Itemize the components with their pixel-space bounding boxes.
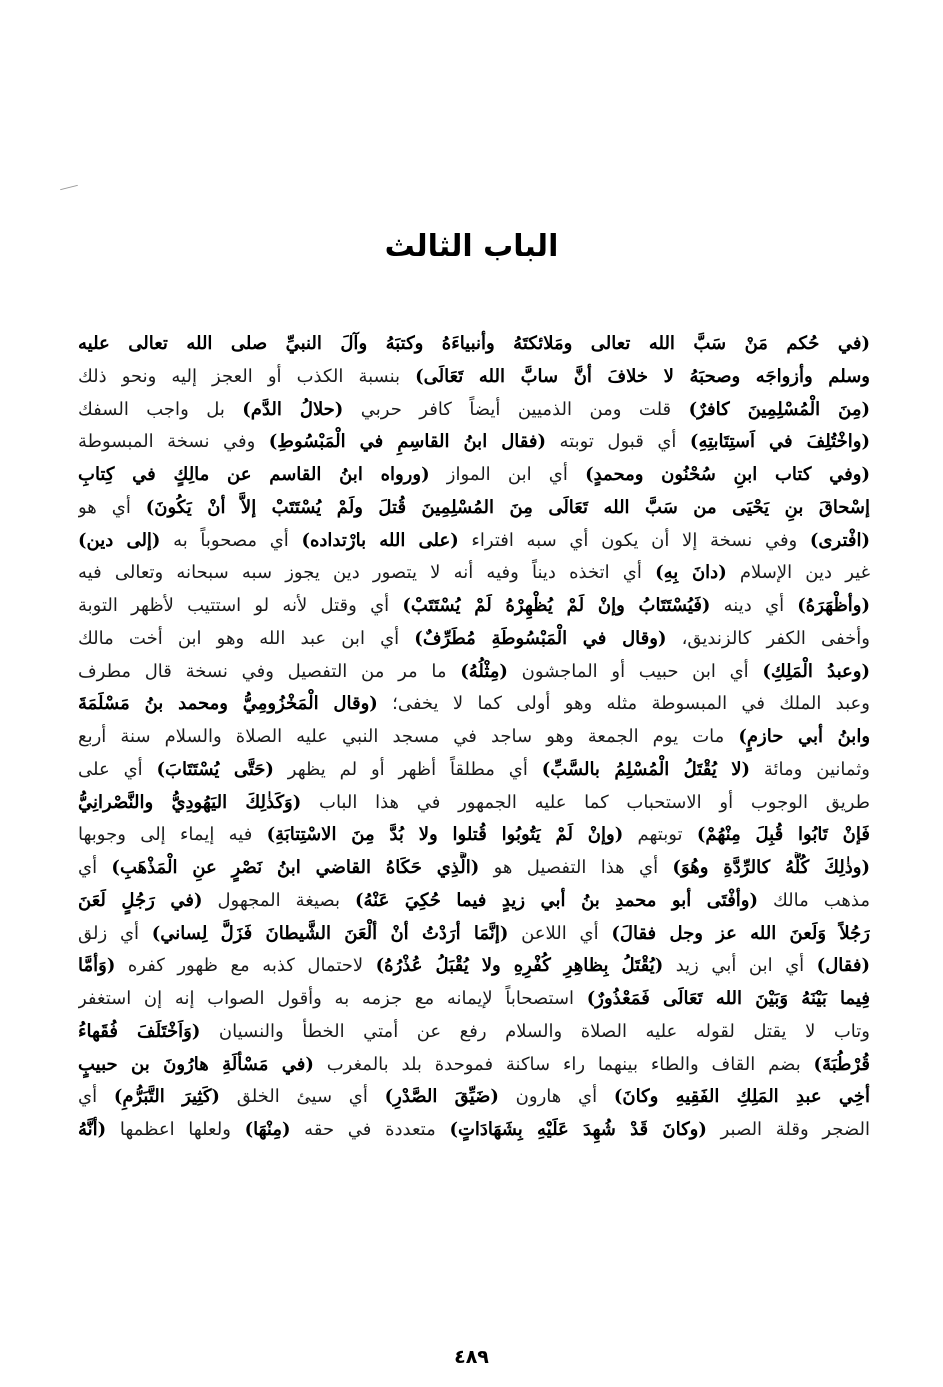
matn-text: رَجُلاً وَلَعنَ الله عز وجل فقالَ) — [611, 922, 870, 944]
commentary-text: مات يوم الجمعة وهو ساجد في مسجد النبي عليه الصلاة والسلام سنة أربع — [78, 726, 739, 747]
text-line — [78, 885, 870, 918]
text-line — [78, 1081, 870, 1114]
commentary-text: وفي نسخة المبسوطة — [78, 431, 269, 453]
matn-text: إسْحاقَ بنِ يَحْيَى من سَبَّ الله تَعَالَى مِنَ المُسْلِمِينَ قُتلَ ولَمْ يُسْتَتَبْ إلاَّ أنْ يَكُونَ) — [145, 496, 870, 518]
text-line — [78, 1016, 870, 1049]
commentary-text: أي ابن عبد الله وهو ابن أخت مالك — [78, 627, 415, 649]
matn-text: (مِنَ الْمُسْلِمِينَ كافرٌ) — [688, 398, 870, 420]
text-line — [78, 557, 870, 590]
text-line — [78, 459, 870, 492]
matn-text: (مِنْهَا) — [244, 1119, 291, 1140]
matn-text: (إلى دين) — [78, 529, 161, 551]
matn-text: فِيما بَيْنَهُ وَبَيْنَ الله تَعَالَى فَمَعْذُورٌ) — [586, 988, 870, 1009]
text-line — [78, 426, 870, 459]
matn-text: (وعبدُ الْمَلِكِ) — [762, 660, 870, 682]
commentary-text: وفي نسخة إلا أن يكون أي سبه افتراء — [458, 529, 810, 551]
text-line — [78, 852, 870, 885]
commentary-text: أي هارون — [498, 1086, 614, 1108]
commentary-text: وعبد الملك في المبسوطة مثله وهو أولى كما لا يخفى؛ — [377, 693, 870, 715]
text-line — [78, 1049, 870, 1082]
matn-text: (في حُكم مَنْ سَبَّ الله تعالى ومَلائكتَهُ وأنبياءَهُ وكتبَهُ وآلَ النبيِّ صلى الله تعالى عليه — [78, 333, 870, 354]
matn-text: (وَكَذٰلِكَ اليَهُودِيُّ والنَّصْرانِيُّ — [78, 791, 302, 813]
matn-text: (واخْتُلِفَ في اَستِتَابتِهِ) — [689, 431, 870, 453]
commentary-text: أي دينه — [710, 595, 798, 616]
page-number: ٤٨٩ — [454, 1346, 489, 1368]
body-text — [78, 328, 870, 1147]
commentary-text: استصحاباً لإيمانه مع جزمه به وأقول الصواب إنه إن استغفر — [78, 988, 587, 1009]
text-line — [78, 623, 870, 656]
matn-text: (فقال) — [816, 955, 870, 977]
commentary-text: أي ابن المواز — [429, 464, 586, 485]
text-line — [78, 361, 870, 394]
commentary-text: أي هو — [78, 496, 146, 518]
matn-text: (وإنْ لَمْ يَتُوبُوا قُتلوا ولا بُدَّ مِنَ الاسْتِتابَةِ) — [266, 824, 624, 846]
commentary-text: وأخفى الكفر كالزنديق، — [666, 627, 870, 649]
matn-text: (على الله بارْتداده) — [301, 529, 459, 551]
commentary-text: أي مطلقاً أظهر أو لم يظهر — [273, 758, 542, 780]
commentary-text: بضم القاف والطاء بينهما راء ساكنة فموحدة بلد بالمغرب — [313, 1053, 814, 1075]
text-line — [78, 688, 870, 721]
commentary-text: أي سيئ الخلق — [219, 1086, 385, 1108]
commentary-text: بنسبة الكذب أو العجز إليه ونحو ذلك — [78, 365, 416, 387]
scan-artifact — [60, 185, 78, 190]
commentary-text: أي مصحوباً به — [160, 529, 302, 551]
matn-text: (وَأمَّا — [78, 955, 116, 977]
text-line — [78, 787, 870, 820]
commentary-text: ولعلها اعظمها — [106, 1119, 245, 1140]
commentary-text: أي زلق — [78, 922, 152, 944]
matn-text: (وَاَخْتَلَفَ فُقَهاءُ — [78, 1020, 201, 1042]
text-line — [78, 819, 870, 852]
matn-text: (وكانَ قَدْ شُهِدَ عَلَيْهِ بِشَهَادَاتٍ) — [449, 1119, 707, 1140]
matn-text: (في رَجُلٍ لَعَنَ — [78, 889, 203, 911]
text-line — [78, 1114, 870, 1147]
commentary-text: توبتهم — [623, 824, 697, 846]
commentary-text: غير دين الإسلام — [726, 562, 870, 584]
matn-text: (في مَسْألَةِ هارُونَ بن حبيبٍ — [78, 1053, 314, 1075]
commentary-text: الضجر وقلة الصبر — [706, 1119, 870, 1140]
matn-text: (فَيُسْتَتَابُ وإنْ لَمْ يُظْهِرْهُ لَمْ يُسْتَتَبْ) — [402, 595, 711, 616]
matn-text: أخِي عبدِ المَلِكِ الفَقِيهِ وكانَ) — [613, 1086, 870, 1108]
matn-text: (افْترى) — [809, 529, 870, 551]
text-line — [78, 328, 870, 361]
matn-text: (وقال الْمَخْزُومِيُّ ومحمد بنُ مَسْلَمَةَ — [78, 693, 378, 715]
text-line — [78, 590, 870, 623]
commentary-text: قلت ومن الذميين أيضاً كافر حربي — [343, 398, 689, 420]
matn-text: (دانَ بِهِ) — [655, 562, 727, 584]
matn-text: (إنَّمَا أرَدْتُ أنْ ألْعَنَ الشَّيطانَ فَزَلَّ لِساني) — [151, 922, 509, 944]
commentary-text: مذهب مالك — [758, 889, 870, 911]
commentary-text: أي قبول توبته — [546, 431, 690, 453]
commentary-text: بل واجب السفك — [78, 398, 243, 420]
matn-text: (ورواه ابنُ القاسم عن مالِكٍ في كِتابِ — [78, 464, 430, 485]
commentary-text: وتاب لا يقتل لقوله عليه الصلاة والسلام رفع عن أمتي الخطأ والنسيان — [200, 1020, 870, 1042]
commentary-text: بصيغة المجهول — [202, 889, 355, 911]
matn-text: (وأفْتَى أبو محمدِ بنُ أبي زيدٍ فيما حُكِيَ عَنْهُ) — [354, 889, 759, 911]
commentary-text: لاحتمال كذبه مع ظهور كفره — [115, 955, 376, 977]
matn-text: (حلالُ الدَّم) — [242, 398, 344, 420]
matn-text: (ضَيِّقَ الصَّدْرِ) — [384, 1086, 499, 1108]
commentary-text: وثمانين ومائة — [750, 758, 870, 780]
text-line — [78, 950, 870, 983]
matn-text: (حَتَّى يُسْتَتَابَ) — [156, 758, 274, 780]
matn-text: (وفي كتاب ابنِ سُحْنُون ومحمدٍ) — [585, 464, 870, 485]
text-line — [78, 525, 870, 558]
matn-text: (مِثْلُهُ) — [460, 660, 508, 682]
matn-text: فَإنْ تَابُوا قُبِلَ مِنْهُمْ) — [696, 824, 870, 846]
matn-text: وابنُ أبي حازمٍ) — [738, 726, 870, 747]
commentary-text: أي ابن أبي زيد — [663, 955, 817, 977]
commentary-text: أي اللاعن — [508, 922, 612, 944]
commentary-text: أي ابن حبيب أو الماجشون — [507, 660, 763, 682]
commentary-text: طريق الوجوب أو الاستحباب كما عليه الجمهور في هذا الباب — [301, 791, 870, 813]
text-line — [78, 656, 870, 689]
text-line — [78, 983, 870, 1016]
matn-text: (كَثِيرَ التَّبَرُّمِ) — [113, 1086, 220, 1108]
commentary-text: أي هذا التفصيل هو — [479, 857, 673, 878]
matn-text: (يُقْتَلُ بِظاهِرِ كُفْرِهِ ولا يُقْبَلُ عُذْرُهُ) — [375, 955, 664, 977]
commentary-text: أي على — [78, 758, 157, 780]
matn-text: وسلم وأزواجَه وصحبَهُ لا خلافَ أنَّ سابَّ الله تَعَالَى) — [415, 365, 870, 387]
matn-text: (وأظْهَرَهُ) — [797, 595, 870, 616]
commentary-text: متعددة في حقه — [290, 1119, 450, 1140]
text-line — [78, 918, 870, 951]
matn-text: (فقال ابنُ القاسِمِ في الْمَبْسُوطِ) — [268, 431, 547, 453]
matn-text: (وقال في الْمَبْسُوطَةِ مُطَرِّفٌ) — [414, 627, 667, 649]
commentary-text: ما مر من التفصيل وفي نسخة قال مطرف — [78, 660, 461, 682]
matn-text: (الَّذِي حَكَاهُ القاضي ابنُ نَصْرٍ عنِ الْمَذْهَبِ) — [111, 857, 480, 878]
text-line — [78, 721, 870, 754]
text-line — [78, 754, 870, 787]
commentary-text: فيه إيماء إلى وجوبها — [78, 824, 267, 846]
text-line — [78, 492, 870, 525]
matn-text: قُرْطُبَةَ) — [813, 1053, 870, 1075]
commentary-text: أي — [78, 857, 112, 878]
commentary-text: أي اتخذه ديناً وفيه أنه لا يتصور دين يجوز سبه سبحانه وتعالى فيه — [78, 562, 656, 584]
chapter-title: الباب الثالث — [384, 229, 559, 265]
text-line — [78, 394, 870, 427]
matn-text: (لا يُقْتَلُ الْمُسْلِمُ بالسَّبِّ) — [541, 758, 751, 780]
matn-text: (أنَّهُ — [78, 1119, 107, 1140]
commentary-text: أي — [78, 1086, 114, 1108]
matn-text: (وذٰلِكَ كُلُّهُ كالرِّدَّةِ وهُوَ) — [672, 857, 870, 878]
commentary-text: أي وقتل لأنه لو استتيب لأظهر التوبة — [78, 595, 403, 616]
